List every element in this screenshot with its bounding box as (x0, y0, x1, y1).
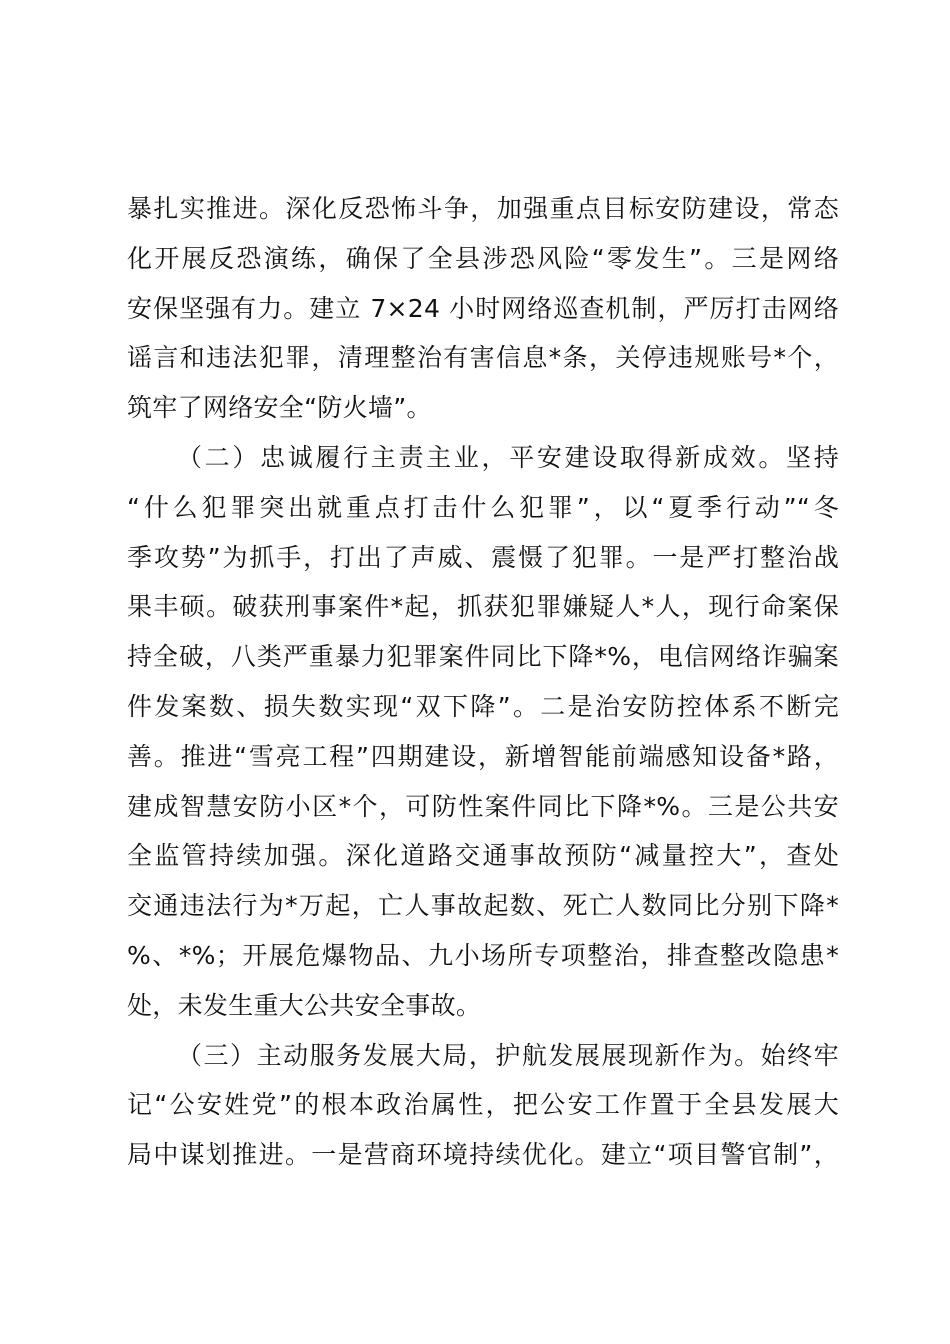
text-line: %、*%；开展危爆物品、九小场所专项整治，排查整改隐患* (127, 940, 839, 970)
text-line: 谣言和违法犯罪，清理整治有害信息*条，关停违规账号*个， (127, 343, 839, 373)
text-line: 建成智慧安防小区*个，可防性案件同比下降*%。三是公共安 (127, 791, 839, 821)
text-line: 处，未发生重大公共安全事故。 (127, 990, 482, 1020)
text-line: 善。推进“雪亮工程”四期建设，新增智能前端感知设备*路， (127, 741, 839, 771)
text-line: 交通违法行为*万起，亡人事故起数、死亡人数同比分别下降* (127, 891, 839, 921)
text-line: 季攻势”为抓手，打出了声威、震慑了犯罪。一是严打整治战 (127, 542, 839, 572)
paragraph-3 (127, 1031, 839, 1180)
text-line: 化开展反恐演练，确保了全县涉恐风险“零发生”。三是网络 (127, 243, 839, 273)
text-line: “什么犯罪突出就重点打击什么犯罪”，以“夏季行动”“冬 (127, 492, 839, 522)
text-line: 记“公安姓党”的根本政治属性，把公安工作置于全县发展大 (127, 1090, 839, 1120)
text-line: 全监管持续加强。深化道路交通事故预防“减量控大”，查处 (127, 841, 839, 871)
paragraph-2 (127, 433, 839, 1031)
text-line: 暴扎实推进。深化反恐怖斗争，加强重点目标安防建设，常态 (127, 194, 839, 223)
paragraph-1 (127, 184, 839, 433)
document-body (127, 184, 839, 1180)
text-line: （二）忠诚履行主责主业，平安建设取得新成效。坚持 (177, 442, 839, 472)
text-line: 件发案数、损失数实现“双下降”。二是治安防控体系不断完 (127, 691, 839, 721)
text-line: 安保坚强有力。建立 7×24 小时网络巡查机制，严厉打击网络 (127, 293, 839, 323)
text-line: 筑牢了网络安全“防火墙”。 (127, 393, 432, 423)
text-line: 持全破，八类严重暴力犯罪案件同比下降*%，电信网络诈骗案 (127, 642, 839, 672)
text-line: 果丰硕。破获刑事案件*起，抓获犯罪嫌疑人*人，现行命案保 (127, 592, 839, 622)
text-line: （三）主动服务发展大局，护航发展展现新作为。始终牢 (177, 1040, 839, 1070)
text-line: 局中谋划推进。一是营商环境持续优化。建立“项目警官制”， (127, 1140, 839, 1170)
